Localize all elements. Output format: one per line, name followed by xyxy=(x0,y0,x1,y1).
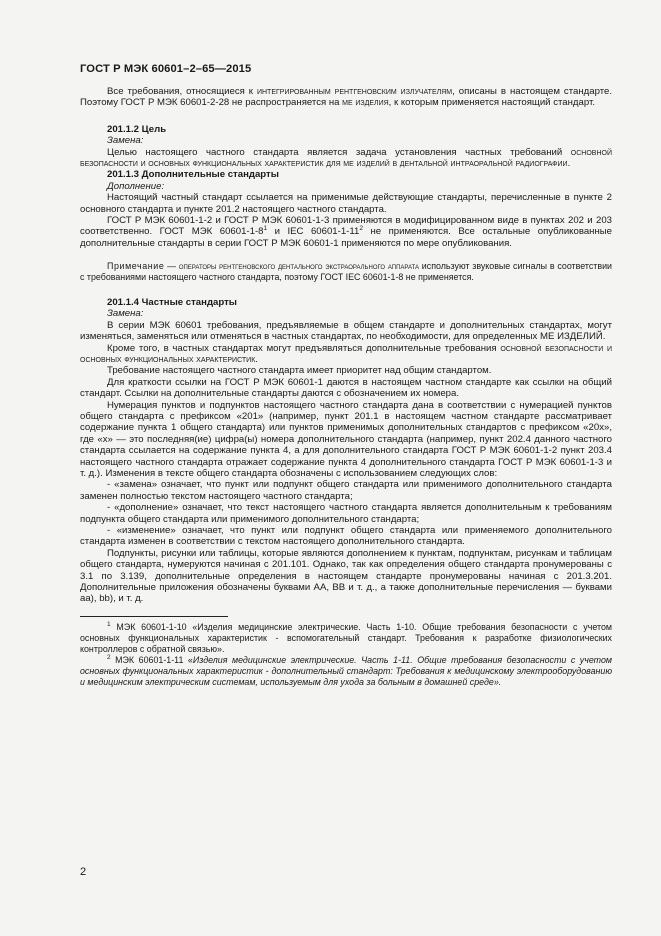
particular-paragraph-1: В серии МЭК 60601 требования, предъявляемые в общем стандарте и дополнительных стандартах, могут изменяться, заменяться или отменяться в частных стандартах, по необходимости, для определенных МЕ ИЗДЕЛИЙ. xyxy=(80,319,612,343)
list-item-amendment: - «изменение» означает, что пункт или подпункт общего стандарта или применяемого дополнительного стандарта изменен в соответствии с текстом настоящего дополнительного стандарта. xyxy=(80,525,612,548)
document-body xyxy=(80,86,612,688)
footnote-divider xyxy=(80,616,228,617)
section-sub-replacement: Замена: xyxy=(107,135,144,147)
collateral-paragraph-1: Настоящий частный стандарт ссылается на применимые действующие стандарты, перечисленные в пункте 2 основного стандарта и пункте 201.2 настоящего частного стандарта. xyxy=(80,192,612,215)
footnote-1: $^1$ МЭК 60601-1-10 «Изделия медицинские электрические. Часть 1-10. Общие требования безопасности с учетом основных функциональных характеристик - вспомогательный стандарт. Требования к разработке физиологических контроллеров с обратной связью». xyxy=(80,620,612,654)
purpose-paragraph: Целью настоящего частного стандарта является задача установления частных требований основной безопасности и основных функциональных характеристик для ме изделий в дентальной интраоральной радиографии. xyxy=(80,146,612,170)
collateral-paragraph-2: ГОСТ Р МЭК 60601-1-2 и ГОСТ Р МЭК 60601-1-3 применяются в модифицированном виде в пунктах 202 и 203 соответственно. ГОСТ МЭК $60601-1-8^1$ и IEC $60601-1-11^2$ не применяются. Все остальные опубликованные дополнительные стандарты в серии ГОСТ Р МЭК 60601-1 применяются по мере опубликования. xyxy=(80,215,612,249)
particular-paragraph-5: Нумерация пунктов и подпунктов настоящего частного стандарта дана в соответствии с нумерацией пунктов общего стандарта с префиксом «201» (например, пункт 201.1 в настоящем частном стандарте рассматривает содержание пункта 1 общего стандарта) или пунктов применимых дополнительных стандартов с префиксом «20x», где «x» — это последняя(ие) цифра(ы) номера дополнительного стандарта (например, пункт 202.4 данного частного стандарта ссылается на содержание пункта 4, а для дополнительного стандарта ГОСТ Р МЭК 60601-1-2 пункт 203.4 настоящего частного стандарта отражает содержание пункта 4 дополнительного стандарта ГОСТ Р МЭК 60601-1-3 и т. д.). Изменения в тексте общего стандарта обозначены с использованием следующих слов: xyxy=(80,399,612,479)
section-heading-collateral: 201.1.3 Дополнительные стандарты xyxy=(107,169,279,181)
page-number: 2 xyxy=(80,866,87,878)
document-header: ГОСТ Р МЭК 60601–2–65—2015 xyxy=(80,63,252,75)
section-heading-purpose: 201.1.2 Цель xyxy=(107,123,167,135)
note-paragraph: Примечание — операторы рентгеновского дентального экстраорального аппарата используют звуковые сигналы в соответствии с требованиями настоящего частного стандарта, поэтому ГОСТ IEC 60601-1-8 не применяется. xyxy=(80,261,612,283)
list-item-replacement: - «замена» означает, что пункт или подпункт общего стандарта или применимого дополнительного стандарта заменен полностью текстом настоящего частного стандарта; xyxy=(80,479,612,502)
section-sub-addition: Дополнение: xyxy=(107,180,165,192)
particular-paragraph-2: Кроме того, в частных стандартах могут предъявляться дополнительные требования основной безопасности и основных функциональных характеристик. xyxy=(80,342,612,365)
particular-paragraph-3: Требование настоящего частного стандарта имеет приоритет над общим стандартом. xyxy=(107,365,492,377)
list-item-addition: - «дополнение» означает, что текст настоящего частного стандарта является дополнительным к требованиям подпункта общего стандарта или применимого дополнительного стандарта; xyxy=(80,502,612,525)
intro-paragraph: Все требования, относящиеся к интегрированным рентгеновским излучателям, описаны в настоящем стандарте. Поэтому ГОСТ Р МЭК 60601-2-28 не распространяется на ме изделия, к которым применяется настоящий стандарт. xyxy=(80,86,612,109)
footnote-2: $^2$ МЭК 60601-1-11 «Изделия медицинские электрические. Часть 1-11. Общие требования безопасности с учетом основных функциональных характеристик - дополнительный стандарт: Требования к медицинскому электрооборудованию и медицинским электрическим системам, используемым для ухода за больным в домашней среде». xyxy=(80,653,612,687)
section-heading-particular: 201.1.4 Частные стандарты xyxy=(107,296,237,308)
particular-paragraph-6: Подпункты, рисунки или таблицы, которые являются дополнением к пунктам, подпунктам, рисункам и таблицам общего стандарта, нумеруются начиная с 201.101. Однако, так как определения общего стандарта пронумерованы с 3.1 по 3.139, дополнительные определения в настоящем стандарте пронумерованы начиная с 201.3.201. Дополнительные приложения обозначены буквами AA, BB и т. д., а также дополнительные перечисления — буквами aa), bb), и т. д. xyxy=(80,547,612,605)
section-sub-replacement-2: Замена: xyxy=(107,308,144,320)
particular-paragraph-4: Для краткости ссылки на ГОСТ Р МЭК 60601-1 даются в настоящем частном стандарте как ссылки на общий стандарт. Ссылки на дополнительные стандарты даются с обозначением их номера. xyxy=(80,376,612,400)
